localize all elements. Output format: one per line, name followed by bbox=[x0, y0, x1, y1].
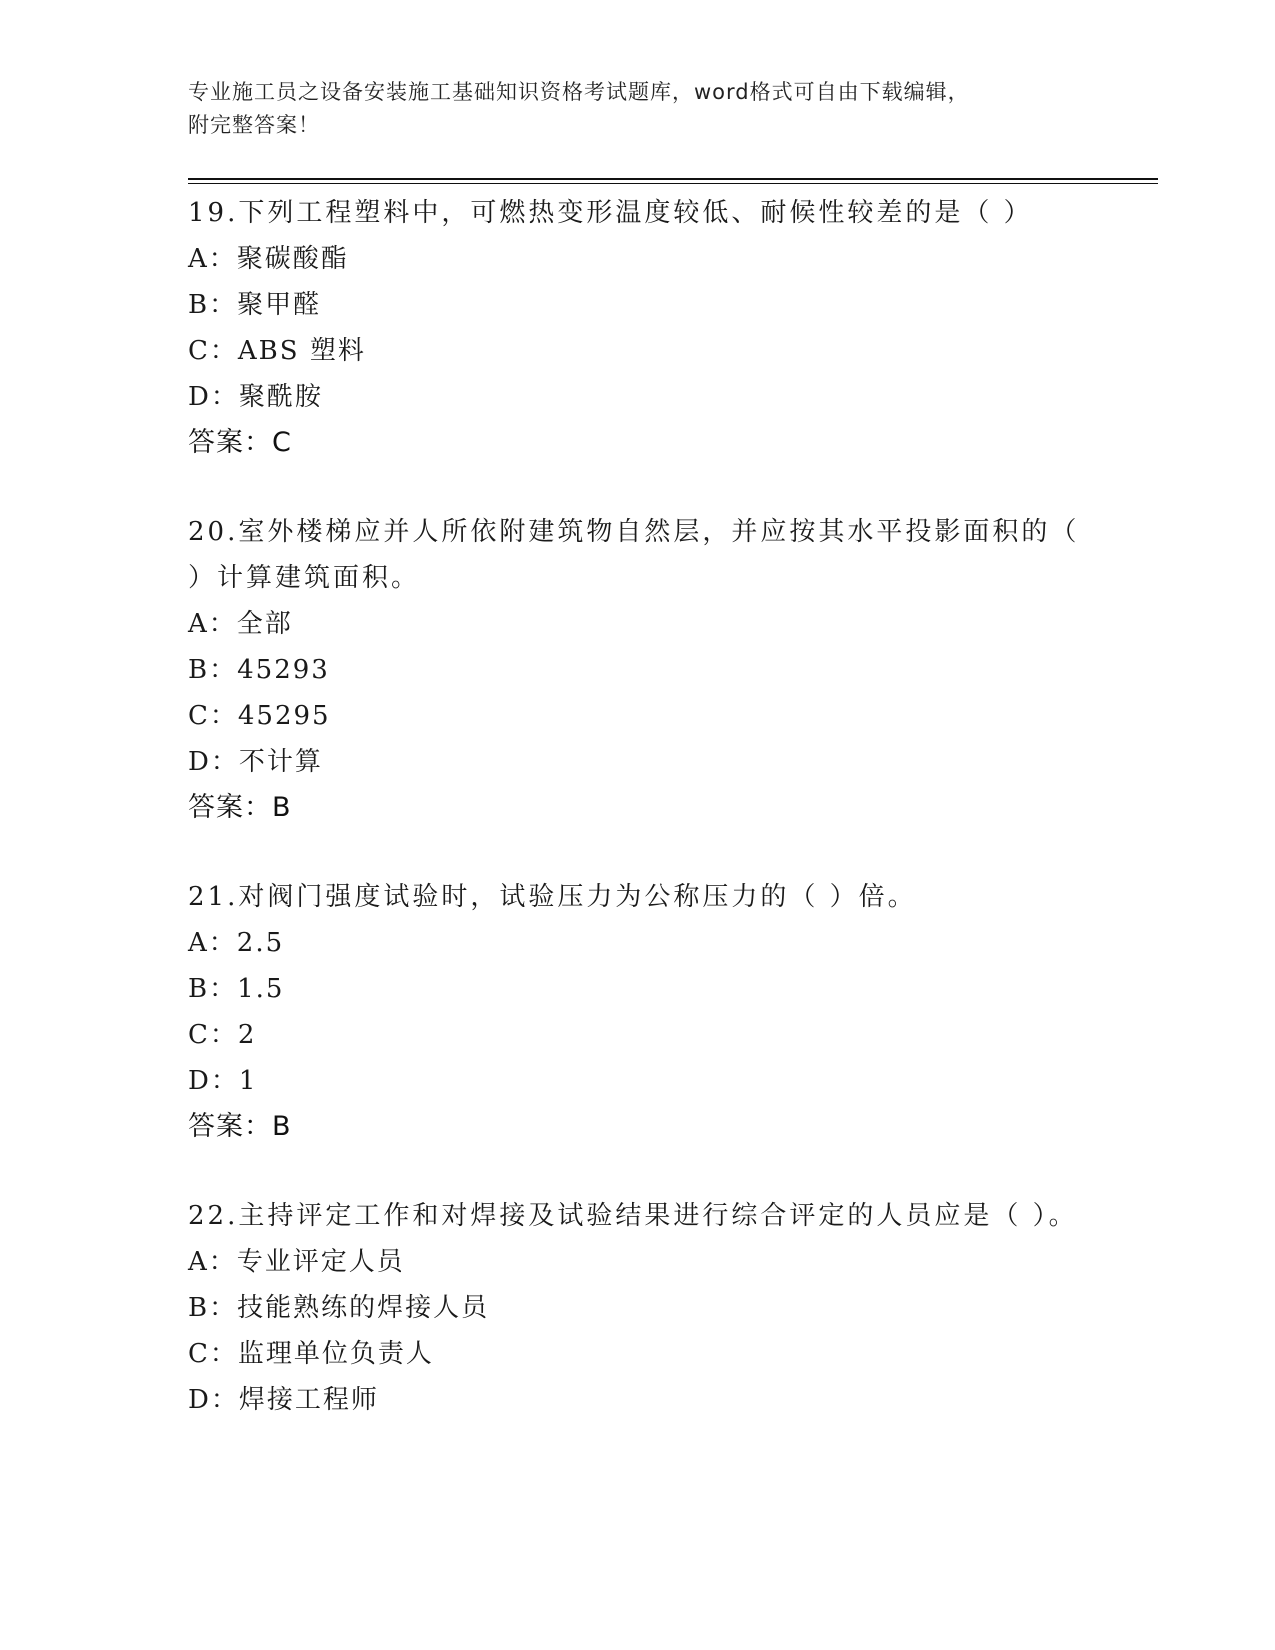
option-d: D：不计算 bbox=[188, 747, 323, 777]
question-19 bbox=[188, 190, 1088, 466]
answer-line: 答案：B bbox=[188, 792, 292, 823]
option-a: A：专业评定人员 bbox=[188, 1247, 405, 1277]
header-divider-thick bbox=[188, 178, 1158, 180]
answer-line: 答案：C bbox=[188, 427, 292, 458]
document-header bbox=[188, 76, 1068, 142]
option-d: D：聚酰胺 bbox=[188, 382, 323, 412]
question-stem: 21.对阀门强度试验时，试验压力为公称压力的（ ）倍。 bbox=[188, 882, 917, 912]
question-stem: 20.室外楼梯应并人所依附建筑物自然层，并应按其水平投影面积的（ ）计算建筑面积。 bbox=[188, 517, 1080, 593]
question-spacer bbox=[188, 466, 1088, 509]
question-20 bbox=[188, 509, 1088, 831]
question-stem: 22.主持评定工作和对焊接及试验结果进行综合评定的人员应是（ ）。 bbox=[188, 1201, 1078, 1231]
option-c: C：2 bbox=[188, 1020, 257, 1050]
question-21 bbox=[188, 874, 1088, 1150]
option-c: C：监理单位负责人 bbox=[188, 1339, 434, 1369]
question-stem: 19.下列工程塑料中，可燃热变形温度较低、耐候性较差的是（ ） bbox=[188, 198, 1033, 228]
option-b: B：45293 bbox=[188, 655, 330, 685]
option-a: A：全部 bbox=[188, 609, 293, 639]
option-d: D：1 bbox=[188, 1066, 258, 1096]
option-a: A：2.5 bbox=[188, 928, 285, 958]
header-line-2: 附完整答案！ bbox=[188, 113, 320, 137]
header-divider-thin bbox=[188, 183, 1158, 184]
option-c: C：ABS 塑料 bbox=[188, 336, 366, 366]
question-spacer bbox=[188, 1150, 1088, 1193]
option-b: B：聚甲醛 bbox=[188, 290, 322, 320]
option-b: B：技能熟练的焊接人员 bbox=[188, 1293, 490, 1323]
answer-line: 答案：B bbox=[188, 1111, 292, 1142]
option-a: A：聚碳酸酯 bbox=[188, 244, 349, 274]
option-d: D：焊接工程师 bbox=[188, 1385, 379, 1415]
option-b: B：1.5 bbox=[188, 974, 285, 1004]
question-22 bbox=[188, 1193, 1088, 1423]
option-c: C：45295 bbox=[188, 701, 331, 731]
header-line-1: 专业施工员之设备安装施工基础知识资格考试题库，word格式可自由下载编辑， bbox=[188, 80, 970, 104]
question-spacer bbox=[188, 831, 1088, 874]
question-list bbox=[188, 190, 1088, 1423]
